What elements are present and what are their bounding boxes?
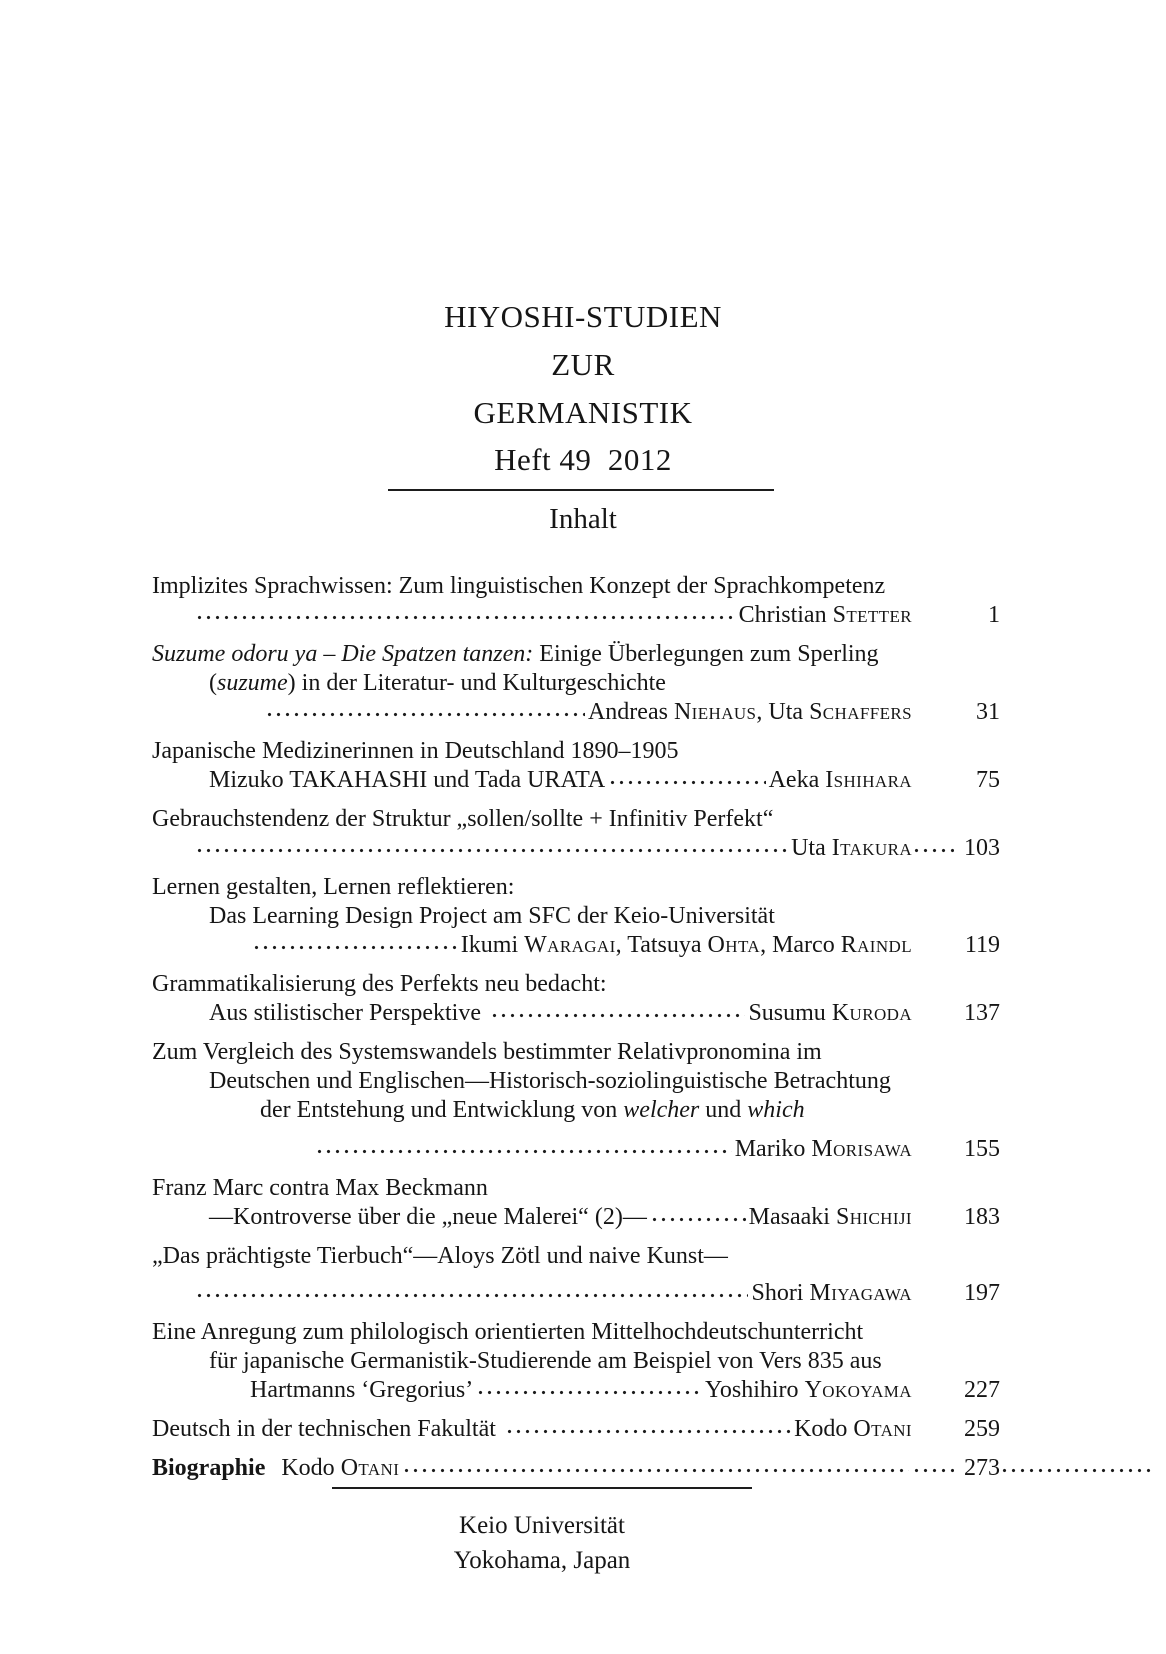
page-number: 1	[988, 602, 1000, 628]
toc-line	[152, 766, 1000, 795]
author-name: Shori	[751, 1280, 810, 1306]
toc-title-text: which	[747, 1097, 805, 1123]
toc-title-text: Grammatikalisierung des Perfekts neu bedacht:	[152, 971, 607, 997]
author-name: Masaaki	[748, 1204, 836, 1230]
toc-line	[152, 931, 1000, 960]
author-name: Niehaus	[673, 699, 757, 725]
line-indent	[152, 902, 209, 931]
dot-leader	[402, 1454, 909, 1483]
dot-leader	[490, 999, 745, 1028]
toc-line	[152, 1318, 1000, 1347]
toc-entry	[152, 1038, 1000, 1164]
toc-title-text: Mizuko TAKAHASHI und Tada URATA	[209, 767, 606, 793]
toc-title-text: Implizites Sprachwissen: Zum linguistischen Konzept der Sprachkompetenz	[152, 573, 886, 599]
toc-line	[152, 1038, 1000, 1067]
dot-leader	[195, 1279, 748, 1308]
author-name: Yoshihiro	[704, 1377, 805, 1403]
toc-title-text: Eine Anregung zum philologisch orientierten Mittelhochdeutschunterricht	[152, 1319, 864, 1345]
toc-entry	[152, 873, 1000, 960]
toc-entry	[152, 572, 1000, 630]
dot-leader	[650, 1203, 746, 1232]
toc-title-text: für japanische Germanistik-Studierende am Beispiel von Vers 835 aus	[209, 1348, 882, 1374]
journal-title-line-3: GERMANISTIK	[473, 395, 693, 430]
toc-line	[152, 572, 1000, 601]
toc-line	[152, 805, 1000, 834]
toc-line	[152, 970, 1000, 999]
toc-line	[152, 902, 1000, 931]
author-name: , Marco	[760, 932, 841, 958]
dot-leader	[476, 1376, 702, 1405]
toc-entry	[152, 1242, 1000, 1308]
author-name: , Tatsuya	[615, 932, 708, 958]
author-name: Schaffers	[809, 699, 912, 725]
publisher-location: Yokohama, Japan	[453, 1547, 631, 1574]
page-gap	[912, 1135, 954, 1164]
toc-line	[152, 737, 1000, 766]
page-number: 197	[964, 1280, 1000, 1306]
toc-title-text: Lernen gestalten, Lernen reflektieren:	[152, 874, 515, 900]
dot-leader	[912, 834, 954, 863]
page-number: 155	[964, 1136, 1000, 1162]
author-name: Kuroda	[831, 1000, 912, 1026]
page-number: 227	[964, 1377, 1000, 1403]
toc-title-text: Japanische Medizinerinnen in Deutschland 1890–1905	[152, 738, 679, 764]
toc-title-text: Einige Überlegungen zum Sperling	[533, 641, 879, 667]
page-number: 273	[964, 1455, 1000, 1481]
toc-title-text: Kodo	[281, 1455, 341, 1481]
toc-title-text: Otani	[340, 1455, 400, 1481]
page-number: 183	[964, 1204, 1000, 1230]
toc-entry	[152, 970, 1000, 1028]
toc-title-text: (	[209, 670, 217, 696]
toc-title-text: Franz Marc contra Max Beckmann	[152, 1175, 488, 1201]
toc-entry	[152, 640, 1000, 727]
author-name: Yokoyama	[804, 1377, 912, 1403]
author-name: Ishihara	[825, 767, 912, 793]
line-indent	[152, 669, 209, 698]
line-indent	[152, 1203, 209, 1232]
toc-line	[152, 834, 1000, 863]
toc-line	[152, 1279, 1000, 1308]
toc-title-text: Deutsch in der technischen Fakultät	[152, 1416, 502, 1442]
toc-entry	[152, 1415, 1000, 1444]
dot-leader	[912, 1454, 954, 1483]
toc-line	[152, 698, 1000, 727]
page-gap	[912, 698, 954, 727]
author-name: Ohta	[707, 932, 761, 958]
dot-leader-trailing	[1000, 1454, 1155, 1483]
toc-line	[152, 1347, 1000, 1376]
toc-line	[152, 601, 1000, 630]
toc	[152, 568, 1000, 1483]
author-name: Ikumi	[460, 932, 525, 958]
page-number: 259	[964, 1416, 1000, 1442]
author-name: Susumu	[748, 1000, 832, 1026]
toc-line	[152, 640, 1000, 669]
line-indent	[152, 1376, 250, 1405]
author-name: Itakura	[831, 835, 912, 861]
author-name: Miyagawa	[809, 1280, 912, 1306]
author-name: Waragai	[524, 932, 616, 958]
toc-title-text: suzume	[217, 670, 288, 696]
line-indent	[152, 931, 249, 960]
toc-entry	[152, 737, 1000, 795]
journal-title-line-2: ZUR	[551, 347, 615, 382]
author-name: Shichiji	[835, 1204, 912, 1230]
text-spacer	[265, 1454, 281, 1483]
page-gap	[912, 601, 954, 630]
page-number: 103	[964, 835, 1000, 861]
page-gap	[912, 999, 954, 1028]
toc-title-text: Hartmanns ‘Gregorius’	[250, 1377, 474, 1403]
page-gap	[912, 931, 954, 960]
line-indent	[152, 1067, 209, 1096]
author-name: Otani	[853, 1416, 912, 1442]
author-name: , Uta	[756, 699, 810, 725]
dot-leader	[195, 601, 736, 630]
dot-leader	[315, 1135, 732, 1164]
toc-title-text: Aus stilistischer Perspektive	[209, 1000, 487, 1026]
author-name: Stetter	[832, 602, 912, 628]
masthead-divider	[388, 489, 774, 491]
author-name: Andreas	[587, 699, 674, 725]
toc-line	[152, 1135, 1000, 1164]
line-indent	[152, 601, 192, 630]
line-indent	[152, 834, 192, 863]
author-name: Mariko	[734, 1136, 812, 1162]
line-indent	[152, 766, 209, 795]
line-indent	[152, 698, 262, 727]
toc-line	[152, 1067, 1000, 1096]
toc-line	[152, 1203, 1000, 1232]
author-name: Morisawa	[811, 1136, 912, 1162]
toc-line	[152, 999, 1000, 1028]
dot-leader	[608, 766, 765, 795]
page-number: 137	[964, 1000, 1000, 1026]
toc-title-text: der Entstehung und Entwicklung von	[260, 1097, 624, 1123]
line-indent	[152, 1135, 312, 1164]
toc-title-text: Das Learning Design Project am SFC der Keio-Universität	[209, 903, 775, 929]
author-name: Christian	[738, 602, 833, 628]
toc-title-text: Zum Vergleich des Systemswandels bestimmter Relativpronomina im	[152, 1039, 822, 1065]
toc-title-text: Deutschen und Englischen—Historisch-soziolinguistische Betrachtung	[209, 1068, 891, 1094]
toc-entry	[152, 1318, 1000, 1405]
toc-title-text: —Kontroverse über die „neue Malerei“ (2)—	[209, 1204, 647, 1230]
toc-line	[152, 1096, 1000, 1125]
toc-entry	[152, 1174, 1000, 1232]
dot-leader	[252, 931, 458, 960]
author-name: Raindl	[840, 932, 912, 958]
toc-title-text: Biographie	[152, 1455, 266, 1481]
toc-heading: Inhalt	[549, 503, 617, 535]
page-gap	[912, 766, 954, 795]
toc-title-text: Suzume odoru ya – Die Spatzen tanzen:	[152, 641, 534, 667]
page-gap	[912, 1415, 954, 1444]
journal-title-line-1: HIYOSHI-STUDIEN	[444, 299, 722, 334]
toc-title-text: Gebrauchstendenz der Struktur „sollen/sollte + Infinitiv Perfekt“	[152, 806, 774, 832]
page-gap	[912, 1376, 954, 1405]
dot-leader	[195, 834, 788, 863]
line-indent	[152, 1096, 260, 1125]
publisher-name: Keio Universität	[459, 1512, 625, 1539]
toc-title-text: welcher	[623, 1097, 700, 1123]
page-number: 31	[976, 699, 1000, 725]
author-name: Uta	[791, 835, 832, 861]
page-gap	[912, 1203, 954, 1232]
toc-title-text: und	[699, 1097, 748, 1123]
dot-leader	[505, 1415, 791, 1444]
toc-line	[152, 669, 1000, 698]
toc-line	[152, 1454, 1000, 1483]
toc-entry	[152, 1454, 1000, 1483]
author-name: Kodo	[794, 1416, 854, 1442]
page-gap	[912, 1279, 954, 1308]
toc-line	[152, 1376, 1000, 1405]
toc-line	[152, 873, 1000, 902]
toc-title-text: ) in der Literatur- und Kulturgeschichte	[287, 670, 666, 696]
line-indent	[152, 1347, 209, 1376]
line-indent	[152, 999, 209, 1028]
toc-line	[152, 1415, 1000, 1444]
page-number: 119	[964, 932, 1000, 958]
toc-line	[152, 1242, 1000, 1271]
dot-leader	[265, 698, 585, 727]
toc-entry	[152, 805, 1000, 863]
issue-line: Heft 49 2012	[494, 442, 672, 477]
toc-title-text: „Das prächtigste Tierbuch“—Aloys Zötl und naive Kunst—	[152, 1243, 728, 1269]
author-name: Aeka	[768, 767, 826, 793]
page-number: 75	[976, 767, 1000, 793]
line-indent	[152, 1279, 192, 1308]
toc-line	[152, 1174, 1000, 1203]
footer-divider	[332, 1487, 752, 1489]
